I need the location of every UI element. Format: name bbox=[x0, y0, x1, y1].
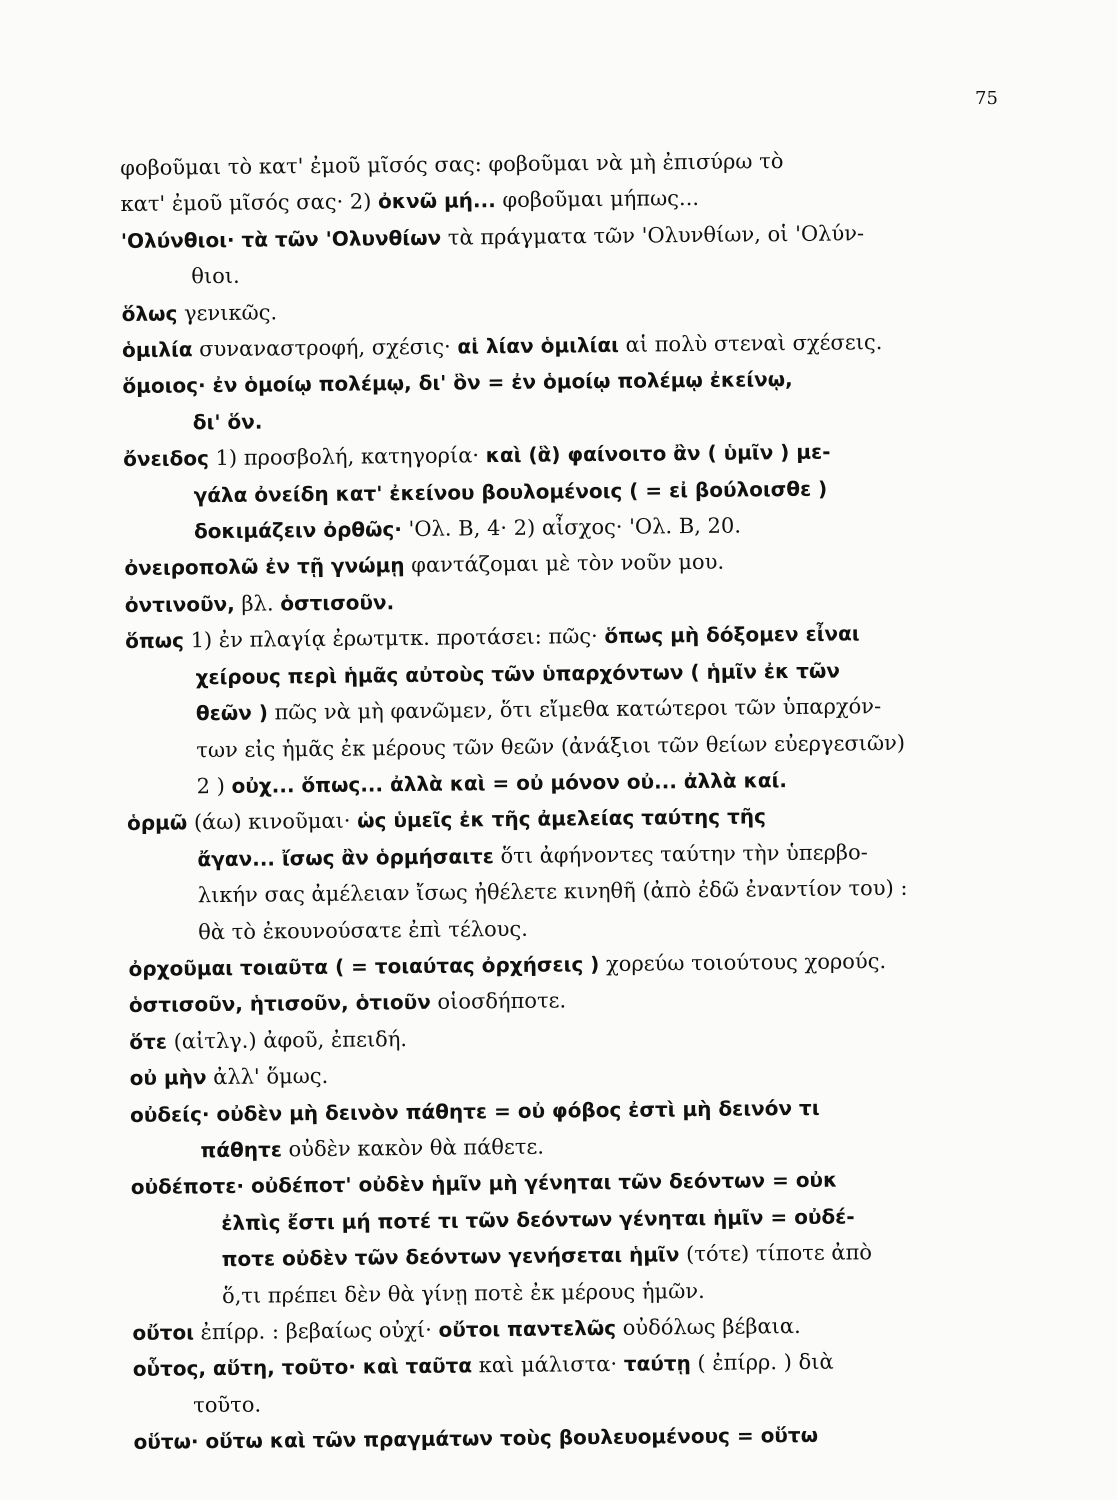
gloss-text: οὐδὲν κακὸν θὰ πάθετε. bbox=[281, 1134, 545, 1162]
headword-text: γάλα ὀνείδη κατ' ἐκείνου βουλομένοις ( = εἰ βούλοισθε ) bbox=[193, 476, 828, 507]
gloss-text: 1) ἐν πλαγίᾳ ἐρωτμτκ. προτάσει: πῶς· bbox=[183, 624, 605, 653]
gloss-text: κατ' ἐμοῦ μῖσός σας· 2) bbox=[120, 189, 379, 217]
headword-text: ὁστισοῦν, ἡτισοῦν, ὁτιοῦν bbox=[128, 990, 431, 1018]
gloss-text: γενικῶς. bbox=[177, 299, 278, 326]
gloss-text: χορεύω τοιούτους χορούς. bbox=[599, 948, 887, 976]
gloss-text: καὶ μάλιστα· bbox=[471, 1352, 624, 1378]
gloss-text: 'Ολ. Β, 4· 2) αἶσχος· 'Ολ. Β, 20. bbox=[401, 513, 742, 542]
headword-text: ὅπως μὴ δόξομεν εἶναι bbox=[604, 621, 860, 649]
gloss-text: ἐπίρρ. : βεβαίως οὐχί· bbox=[193, 1317, 439, 1345]
headword-text: ὀρχοῦμαι τοιαῦτα ( = τοιαύτας ὀρχήσεις ) bbox=[128, 951, 600, 981]
headword-text: ὀνειροπολῶ ἐν τῇ γνώμῃ bbox=[124, 553, 405, 581]
gloss-text: φοβοῦμαι τὸ κατ' ἐμοῦ μῖσός σας: φοβοῦμαι νὰ μὴ ἐπισύρω τὸ bbox=[120, 149, 784, 180]
headword-text: καὶ (ἃ) φαίνοιτο ἂν ( ὑμῖν ) με- bbox=[485, 439, 831, 468]
gloss-text: ἀλλ' ὅμως. bbox=[206, 1064, 329, 1090]
headword-text: ὅλως bbox=[121, 301, 178, 326]
gloss-text: ὅτι ἀφήνοντες ταύτην τὴν ὑπερβο- bbox=[493, 839, 868, 868]
headword-text: δοκιμάζειν ὀρθῶς· bbox=[193, 517, 403, 544]
gloss-text: τοῦτο. bbox=[193, 1392, 262, 1418]
gloss-text: αἱ πολὺ στεναὶ σχέσεις. bbox=[618, 330, 883, 357]
gloss-text: βλ. bbox=[234, 591, 281, 616]
headword-text: ποτε οὐδὲν τῶν δεόντων γενήσεται ἡμῖν bbox=[221, 1242, 680, 1272]
headword-text: οὐδέποτε· οὐδέποτ' οὐδὲν ἡμῖν μὴ γένηται τῶν δεόντων = οὐκ bbox=[130, 1167, 838, 1200]
headword-text: οὔτοι bbox=[132, 1320, 195, 1345]
headword-text: χείρους περὶ ἡμᾶς αὐτοὺς τῶν ὑπαρχόντων ( ἡμῖν ἐκ τῶν bbox=[195, 658, 841, 689]
headword-text: πάθητε bbox=[200, 1137, 283, 1163]
headword-text: ἐλπὶς ἔστι μή ποτέ τι τῶν δεόντων γένηται ἡμῖν = οὐδέ- bbox=[221, 1204, 855, 1235]
headword-text: ὡς ὑμεῖς ἐκ τῆς ἀμελείας ταύτης τῆς bbox=[357, 804, 767, 833]
headword-text: ὁρμῶ bbox=[126, 810, 188, 836]
headword-text: ὅτε bbox=[129, 1029, 168, 1054]
gloss-text: πῶς νὰ μὴ φανῶμεν, ὅτι εἴμεθα κατώτεροι τῶν ὑπαρχόν- bbox=[267, 694, 882, 725]
gloss-text: 1) προσβολή, κατηγορία· bbox=[208, 443, 486, 471]
gloss-text: φαντάζομαι μὲ τὸν νοῦν μου. bbox=[404, 550, 725, 578]
headword-text: ὁμιλία bbox=[121, 337, 193, 363]
gloss-text: θιοι. bbox=[191, 263, 240, 289]
gloss-text: οἱοσδήποτε. bbox=[430, 988, 567, 1015]
headword-text: οὗτος, αὕτη, τοῦτο· καὶ ταῦτα bbox=[132, 1353, 473, 1382]
headword-text: οὐχ... ὅπως... ἀλλὰ καὶ = οὐ μόνον οὐ... ἀλλὰ καί. bbox=[231, 767, 788, 798]
gloss-text: θὰ τὸ ἐκουνούσατε ἐπὶ τέλους. bbox=[198, 916, 529, 944]
gloss-text: τὰ πράγματα τῶν 'Ολυνθίων, οἱ 'Ολύν- bbox=[440, 221, 865, 250]
gloss-text: ὅ,τι πρέπει δὲν θὰ γίνῃ ποτὲ ἐκ μέρους ἡμῶν. bbox=[221, 1278, 705, 1308]
gloss-text: φοβοῦμαι μήπως... bbox=[495, 186, 700, 213]
headword-text: ἄγαν... ἴσως ἂν ὁρμήσαιτε bbox=[197, 843, 494, 871]
headword-text: ὀντινοῦν, bbox=[124, 591, 235, 617]
headword-text: οὕτω· οὕτω καὶ τῶν πραγμάτων τοὺς βουλευομένους = οὕτω bbox=[133, 1422, 819, 1455]
headword-text: οὐ μὴν bbox=[129, 1065, 207, 1091]
gloss-text: των εἰς ἡμᾶς ἐκ μέρους τῶν θεῶν (ἀνάξιοι τῶν θείων εὐεργεσιῶν) bbox=[196, 730, 906, 762]
headword-text: αἱ λίαν ὁμιλίαι bbox=[457, 332, 620, 359]
headword-text: οὐδείς· οὐδὲν μὴ δεινὸν πάθητε = οὐ φόβος ἐστὶ μὴ δεινόν τι bbox=[129, 1095, 820, 1127]
headword-text: ὅμοιος· ἐν ὁμοίῳ πολέμῳ, δι' ὃν = ἐν ὁμοίῳ πολέμῳ ἐκείνῳ, bbox=[122, 367, 793, 399]
gloss-text: (άω) κινοῦμαι· bbox=[187, 808, 358, 835]
gloss-text: συναναστροφή, σχέσις· bbox=[192, 334, 458, 362]
gloss-text: οὐδόλως βέβαια. bbox=[615, 1313, 801, 1340]
gloss-text: λικήν σας ἀμέλειαν ἴσως ἠθέλετε κινηθῆ (ἀπὸ ἐδῶ ἐναντίον του) : bbox=[197, 875, 908, 908]
gloss-text: 2 ) bbox=[196, 773, 232, 799]
headword-text: ὅπως bbox=[125, 628, 185, 654]
page-number: 75 bbox=[975, 88, 998, 109]
headword-text: ὀκνῶ μή... bbox=[377, 188, 496, 214]
headword-text: ὁστισοῦν. bbox=[280, 590, 395, 616]
dictionary-entries bbox=[120, 140, 1049, 1460]
headword-text: ταύτῃ bbox=[623, 1351, 691, 1377]
headword-text: 'Ολύνθιοι· τὰ τῶν 'Ολυνθίων bbox=[120, 225, 442, 253]
headword-text: θεῶν ) bbox=[195, 700, 269, 726]
headword-text: οὔτοι παντελῶς bbox=[438, 1315, 617, 1342]
headword-text: δι' ὅν. bbox=[192, 409, 263, 435]
headword-text: ὄνειδος bbox=[123, 446, 209, 472]
gloss-text: ( ἐπίρρ. ) διὰ bbox=[690, 1350, 834, 1376]
gloss-text: (αἰτλγ.) ἀφοῦ, ἐπειδή. bbox=[166, 1026, 408, 1054]
gloss-text: (τότε) τίποτε ἀπὸ bbox=[679, 1240, 873, 1267]
